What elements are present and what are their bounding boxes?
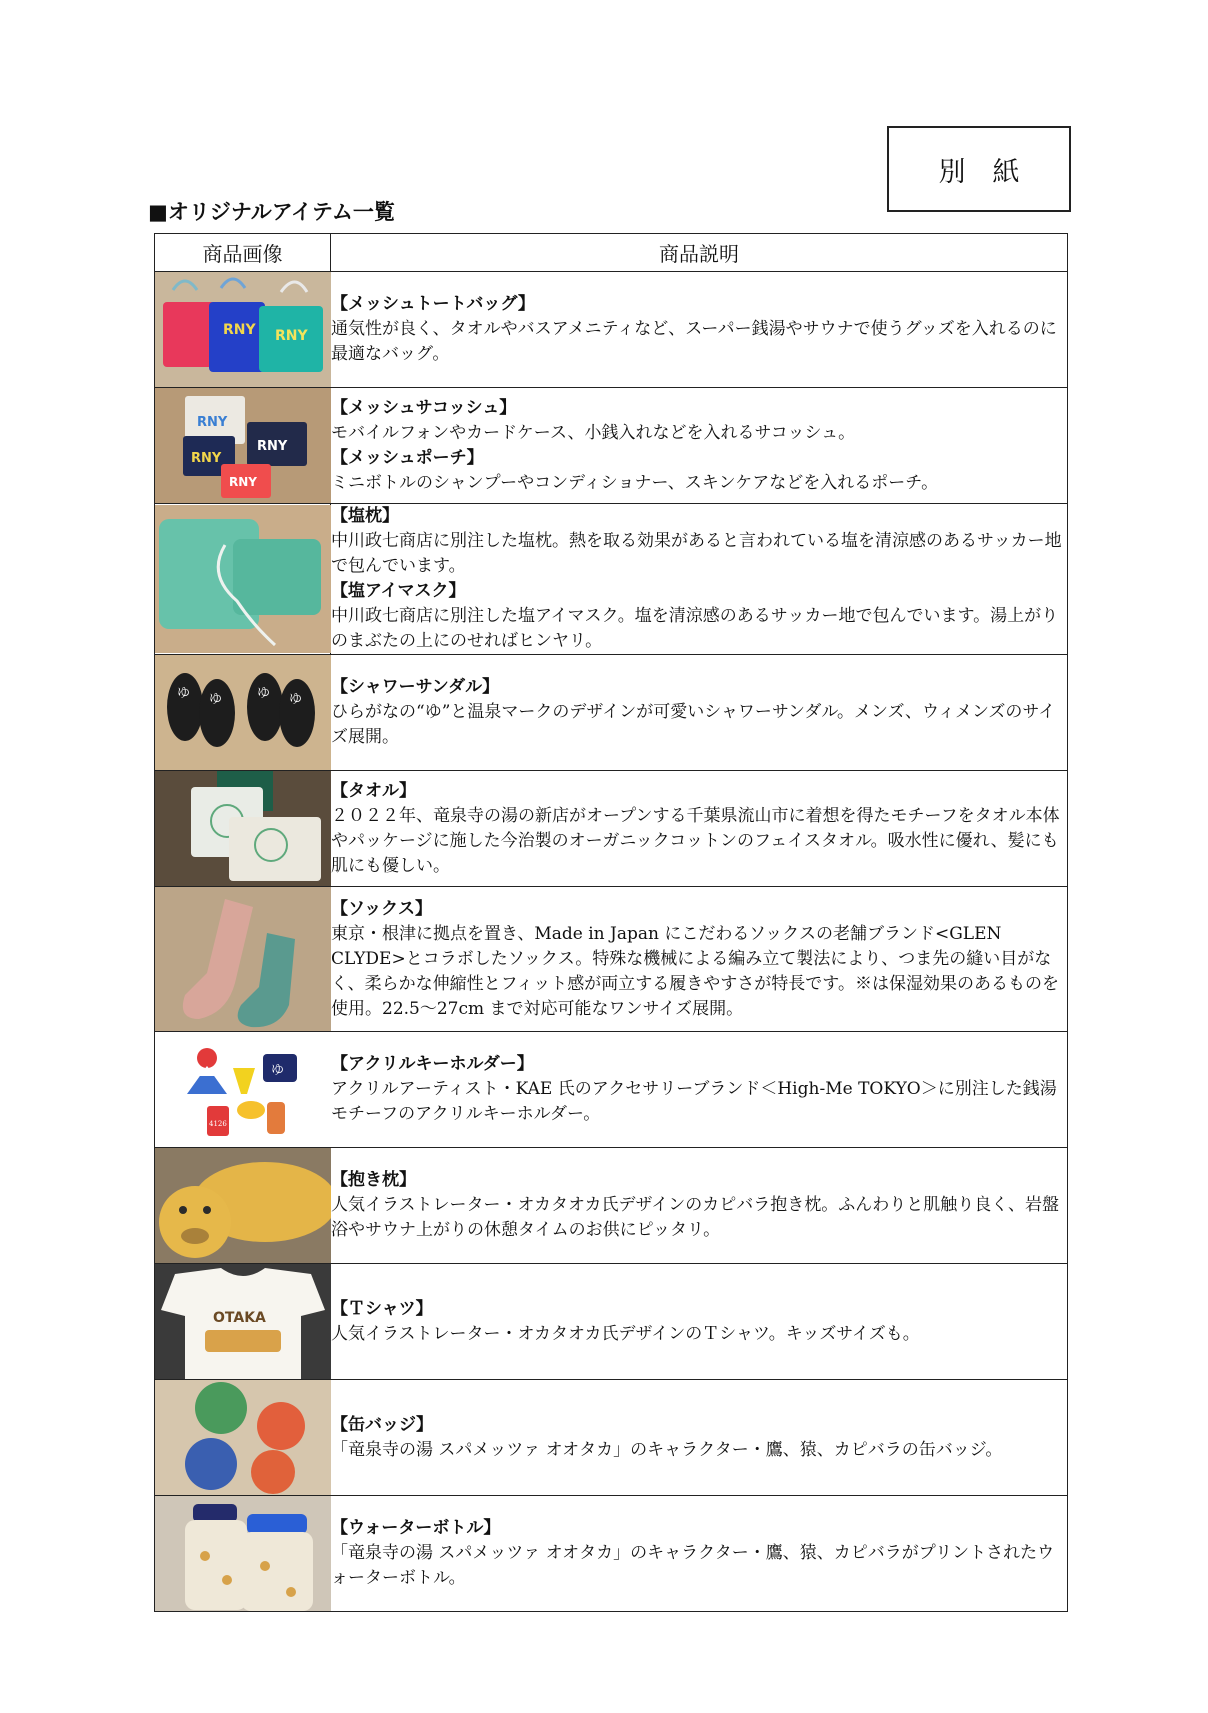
- svg-text:ゆ: ゆ: [209, 692, 223, 707]
- table-header-row: [155, 234, 1068, 272]
- item-row-towel: [155, 771, 1068, 887]
- item-description: [331, 1496, 1068, 1612]
- svg-text:ゆ: ゆ: [257, 686, 271, 701]
- item-row-tote-bag: [155, 272, 1068, 388]
- item-row-water-bottle: [155, 1496, 1068, 1612]
- item-description: [331, 655, 1068, 771]
- item-text: 中川政七商店に別注した塩枕。熱を取る効果があると言われている塩を清涼感のあるサッカー地で包んでいます。: [331, 531, 1062, 576]
- item-text: ひらがなの“ゆ”と温泉マークのデザインが可愛いシャワーサンダル。メンズ、ウィメンズのサイズ展開。: [331, 702, 1056, 747]
- svg-text:RNY: RNY: [223, 322, 256, 338]
- svg-text:RNY: RNY: [197, 415, 228, 430]
- item-text: 人気イラストレーター・オカタオカ氏デザインのＴシャツ。キッズサイズも。: [331, 1323, 920, 1344]
- tote-bag-photo: [155, 272, 331, 387]
- product-image-cell: [155, 388, 331, 504]
- item-text: アクリルアーティスト・KAE 氏のアクセサリーブランド＜High-Me TOKYO＞に別注した銭湯モチーフのアクリルキーホルダー。: [331, 1079, 1057, 1124]
- product-image-cell: [155, 272, 331, 388]
- item-description: [331, 1380, 1068, 1496]
- item-name: 【塩アイマスク】: [331, 581, 466, 601]
- item-description: [331, 272, 1068, 388]
- svg-text:RNY: RNY: [257, 439, 288, 454]
- can-badge-photo: [155, 1380, 331, 1495]
- item-description: [331, 887, 1068, 1032]
- item-name: 【タオル】: [331, 780, 416, 801]
- svg-text:ゆ: ゆ: [177, 686, 191, 701]
- item-name: 【アクリルキーホルダー】: [331, 1054, 534, 1074]
- item-name: 【ソックス】: [331, 898, 432, 919]
- items-table: [154, 233, 1068, 1612]
- product-image-cell: [155, 1496, 331, 1612]
- water-bottle-photo: [155, 1496, 331, 1611]
- svg-text:OTAKA: OTAKA: [213, 1310, 266, 1326]
- item-name: 【抱き枕】: [331, 1170, 416, 1190]
- item-name: 【Ｔシャツ】: [331, 1298, 433, 1319]
- product-image-cell: [155, 1264, 331, 1380]
- shower-sandal-photo: [155, 655, 331, 770]
- item-name: 【メッシュポーチ】: [331, 447, 484, 468]
- item-row-body-pillow: [155, 1148, 1068, 1264]
- item-text: 人気イラストレーター・オカタオカ氏デザインのカピバラ抱き枕。ふんわりと肌触り良く、岩盤浴やサウナ上がりの休憩タイムのお供にピッタリ。: [331, 1195, 1059, 1240]
- column-header-image: 商品画像: [155, 234, 331, 272]
- svg-text:RNY: RNY: [275, 328, 308, 344]
- item-row-salt-pillow: [155, 504, 1068, 655]
- item-text: 東京・根津に拠点を置き、Made in Japan にこだわるソックスの老舗ブランド<GLEN CLYDE>とコラボしたソックス。特殊な機械による編み立て製法により、つま先の縫い目がなく、柔らかな伸縮性とフィット感が両立する履きやすさが特長です。※は保湿効果のあるものを使用。22.5～27cm まで対応可能なワンサイズ展開。: [331, 923, 1059, 1019]
- svg-text:4126: 4126: [209, 1120, 227, 1128]
- item-name: 【メッシュトートバッグ】: [331, 294, 535, 314]
- product-image-cell: [155, 655, 331, 771]
- svg-text:RNY: RNY: [229, 475, 257, 489]
- svg-text:ゆ: ゆ: [289, 692, 303, 707]
- item-text: 「竜泉寺の湯 スパメッツァ オオタカ」のキャラクター・鷹、猿、カピバラがプリントされたウォーターボトル。: [331, 1543, 1055, 1588]
- column-header-description: 商品説明: [331, 234, 1068, 272]
- socks-photo: [155, 887, 331, 1031]
- svg-text:ゆ: ゆ: [271, 1063, 285, 1078]
- item-text: 中川政七商店に別注した塩アイマスク。塩を清涼感のあるサッカー地で包んでいます。湯上がりのまぶたの上にのせればヒンヤリ。: [331, 606, 1059, 651]
- tshirt-photo: [155, 1264, 331, 1379]
- product-image-cell: [155, 1032, 331, 1148]
- item-name: 【塩枕】: [331, 506, 399, 526]
- item-name: 【ウォーターボトル】: [331, 1518, 501, 1538]
- item-description: [331, 388, 1068, 504]
- item-row-sacoche-pouch: [155, 388, 1068, 504]
- acrylic-keyholder-photo: [155, 1032, 331, 1147]
- appendix-stamp: 別 紙: [887, 126, 1071, 212]
- item-row-tshirt: [155, 1264, 1068, 1380]
- item-name: 【メッシュサコッシュ】: [331, 397, 517, 418]
- item-description: [331, 1264, 1068, 1380]
- item-row-shower-sandal: [155, 655, 1068, 771]
- item-text: ２０２２年、竜泉寺の湯の新店がオープンする千葉県流山市に着想を得たモチーフをタオル本体やパッケージに施した今治製のオーガニックコットンのフェイスタオル。吸水性に優れ、髪にも肌にも優しい。: [331, 805, 1060, 876]
- product-image-cell: [155, 771, 331, 887]
- svg-text:RNY: RNY: [191, 451, 222, 466]
- item-row-acrylic-keyholder: [155, 1032, 1068, 1148]
- item-name: 【シャワーサンダル】: [331, 677, 500, 697]
- item-text: 通気性が良く、タオルやバスアメニティなど、スーパー銭湯やサウナで使うグッズを入れるのに最適なバッグ。: [331, 319, 1057, 364]
- salt-pillow-photo: [155, 505, 331, 653]
- item-row-can-badge: [155, 1380, 1068, 1496]
- product-image-cell: [155, 887, 331, 1032]
- capybara-pillow-photo: [155, 1148, 331, 1263]
- item-description: [331, 504, 1068, 655]
- towel-photo: [155, 771, 331, 886]
- item-description: [331, 1148, 1068, 1264]
- item-name: 【缶バッジ】: [331, 1414, 433, 1435]
- product-image-cell: [155, 1380, 331, 1496]
- product-image-cell: [155, 1148, 331, 1264]
- item-description: [331, 1032, 1068, 1148]
- section-heading: ■オリジナルアイテム一覧: [148, 200, 395, 224]
- item-text: ミニボトルのシャンプーやコンディショナー、スキンケアなどを入れるポーチ。: [331, 472, 939, 493]
- product-image-cell: [155, 504, 331, 655]
- item-row-socks: [155, 887, 1068, 1032]
- item-description: [331, 771, 1068, 887]
- sacoche-pouch-photo: [155, 388, 331, 503]
- item-text: モバイルフォンやカードケース、小銭入れなどを入れるサコッシュ。: [331, 422, 856, 443]
- item-text: 「竜泉寺の湯 スパメッツァ オオタカ」のキャラクター・鷹、猿、カピバラの缶バッジ。: [331, 1439, 1003, 1460]
